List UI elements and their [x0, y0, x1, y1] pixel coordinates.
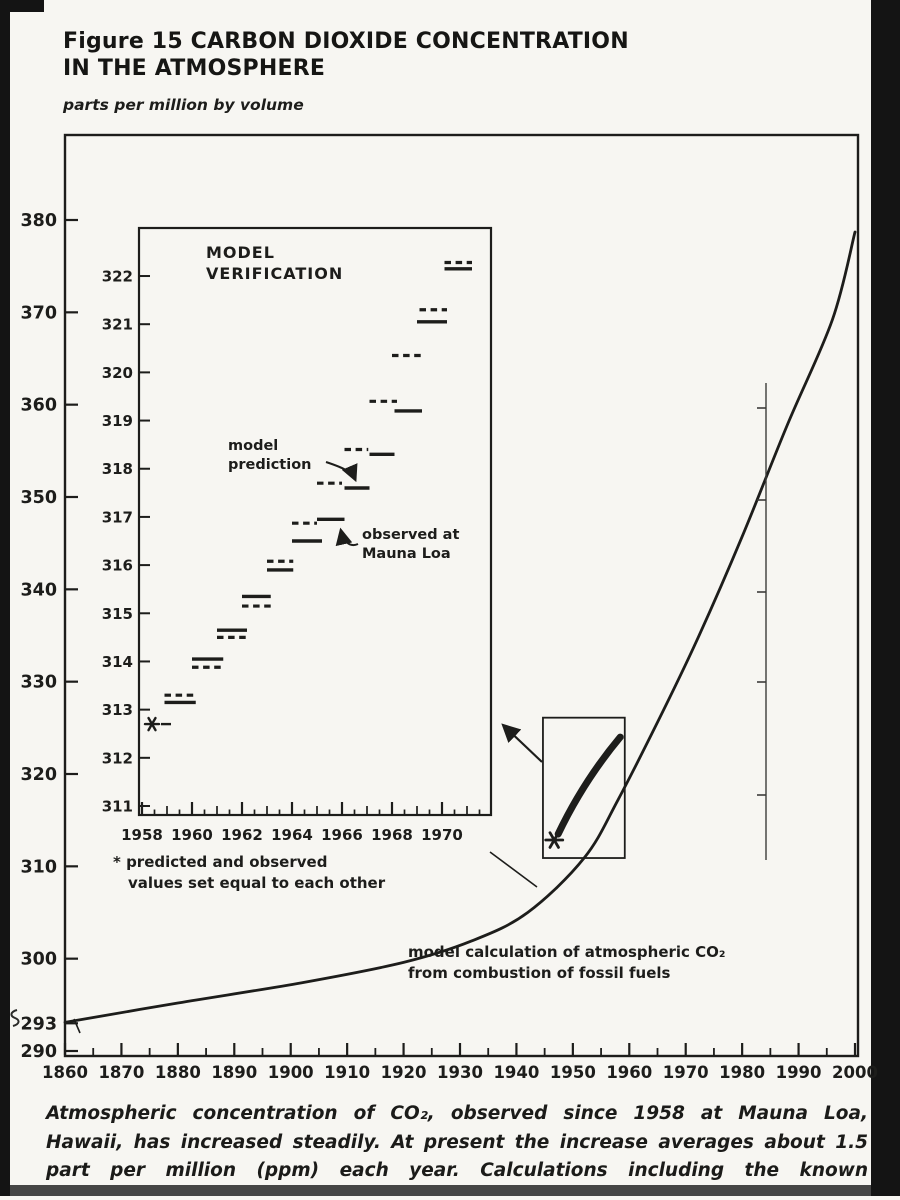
y-tick-label: 370 [20, 303, 57, 324]
model-prediction-arrow [326, 462, 355, 479]
model-prediction-label-line1: model [228, 438, 279, 454]
x-tick-label: 1920 [380, 1063, 427, 1082]
inset-title-line2: VERIFICATION [206, 264, 344, 283]
inset-y-tick-label: 322 [101, 267, 133, 286]
stray-squiggle-left-margin [11, 1010, 18, 1026]
model-prediction-label-line2: prediction [228, 457, 312, 473]
inset-x-tick-label: 1970 [421, 826, 463, 844]
x-tick-label: 1930 [437, 1063, 483, 1082]
x-tick-label: 1910 [324, 1063, 371, 1082]
x-tick-label: 1980 [719, 1063, 766, 1082]
x-tick-label: 1940 [493, 1063, 540, 1082]
inset-x-tick-label: 1958 [121, 826, 163, 844]
inset-y-tick-label: 312 [101, 749, 133, 768]
x-tick-label: 1870 [98, 1063, 145, 1082]
x-tick-label: 1880 [154, 1063, 201, 1082]
x-tick-label: 1990 [775, 1063, 822, 1082]
observed-label-line2: Mauna Loa [362, 546, 451, 562]
inset-chart [102, 228, 491, 892]
x-tick-label: 1950 [549, 1063, 596, 1082]
inset-y-tick-label: 314 [101, 652, 133, 671]
curve-label-line2: from combustion of fossil fuels [408, 964, 671, 982]
figure-title-line2: IN THE ATMOSPHERE [63, 56, 326, 81]
x-tick-label: 1960 [606, 1063, 653, 1082]
y-tick-label: 320 [20, 765, 57, 785]
observed-label-line1: observed at [362, 527, 460, 543]
inset-title-line1: MODEL [206, 243, 275, 262]
x-tick-label: 1970 [662, 1063, 709, 1082]
figure-title-line1: Figure 15 CARBON DIOXIDE CONCENTRATION [63, 29, 629, 54]
main-chart [65, 135, 858, 1056]
y-tick-label: 293 [20, 1014, 57, 1035]
y-tick-label: 380 [20, 211, 57, 231]
y-tick-label: 330 [20, 672, 57, 693]
model-curve [65, 232, 855, 1022]
inset-asterisk-mark [145, 718, 159, 730]
curve-label [408, 943, 726, 982]
figure-caption: Atmospheric concentration of CO₂, observed since 1958 at Mauna Loa, Hawaii, has increased steadily. At present the increase averages about 1.5 part per million (ppm) each year. Calculations including the known [46, 1103, 868, 1181]
y-tick-label: 300 [20, 949, 57, 970]
main-chart-frame [65, 135, 858, 1056]
inset-x-tick-label: 1966 [321, 826, 363, 844]
inset-y-tick-label: 311 [101, 797, 133, 816]
x-tick-label: 1860 [42, 1063, 88, 1082]
box-connector-line [490, 852, 537, 887]
observed-data-segment [558, 737, 620, 834]
inset-x-tick-label: 1964 [271, 826, 313, 844]
y-tick-label: 350 [20, 488, 57, 508]
inset-x-tick-label: 1968 [371, 826, 413, 844]
x-tick-label: 2000 [832, 1063, 878, 1082]
y-tick-label: 290 [20, 1042, 57, 1062]
inset-y-tick-label: 315 [101, 604, 133, 623]
main-y-axis [20, 211, 78, 1062]
inset-footnote-line1: * predicted and observed [113, 853, 328, 871]
inset-y-tick-label: 319 [101, 412, 133, 431]
main-x-axis [42, 1043, 878, 1082]
inset-x-tick-label: 1960 [171, 826, 213, 844]
inset-footnote-line2: values set equal to each other [128, 874, 386, 892]
x-tick-label: 1900 [267, 1063, 314, 1082]
inset-x-tick-label: 1962 [221, 826, 263, 844]
curve-label-line1: model calculation of atmospheric CO₂ [408, 943, 726, 961]
inset-y-tick-label: 317 [101, 508, 133, 527]
inset-y-tick-label: 318 [101, 460, 133, 479]
inset-frame [139, 228, 491, 815]
inset-y-tick-label: 313 [101, 701, 133, 720]
y-tick-label: 340 [20, 580, 57, 601]
y-axis-unit-label: parts per million by volume [63, 96, 304, 114]
box-to-inset-arrow [504, 726, 542, 762]
inset-y-tick-label: 320 [101, 363, 133, 382]
y-tick-label: 310 [20, 857, 57, 878]
y-tick-label: 360 [20, 395, 57, 416]
inset-y-tick-label: 316 [101, 556, 133, 575]
verification-marks [165, 263, 473, 703]
observed-arrow [341, 531, 358, 545]
inset-y-tick-label: 321 [101, 315, 133, 334]
x-tick-label: 1890 [211, 1063, 258, 1082]
